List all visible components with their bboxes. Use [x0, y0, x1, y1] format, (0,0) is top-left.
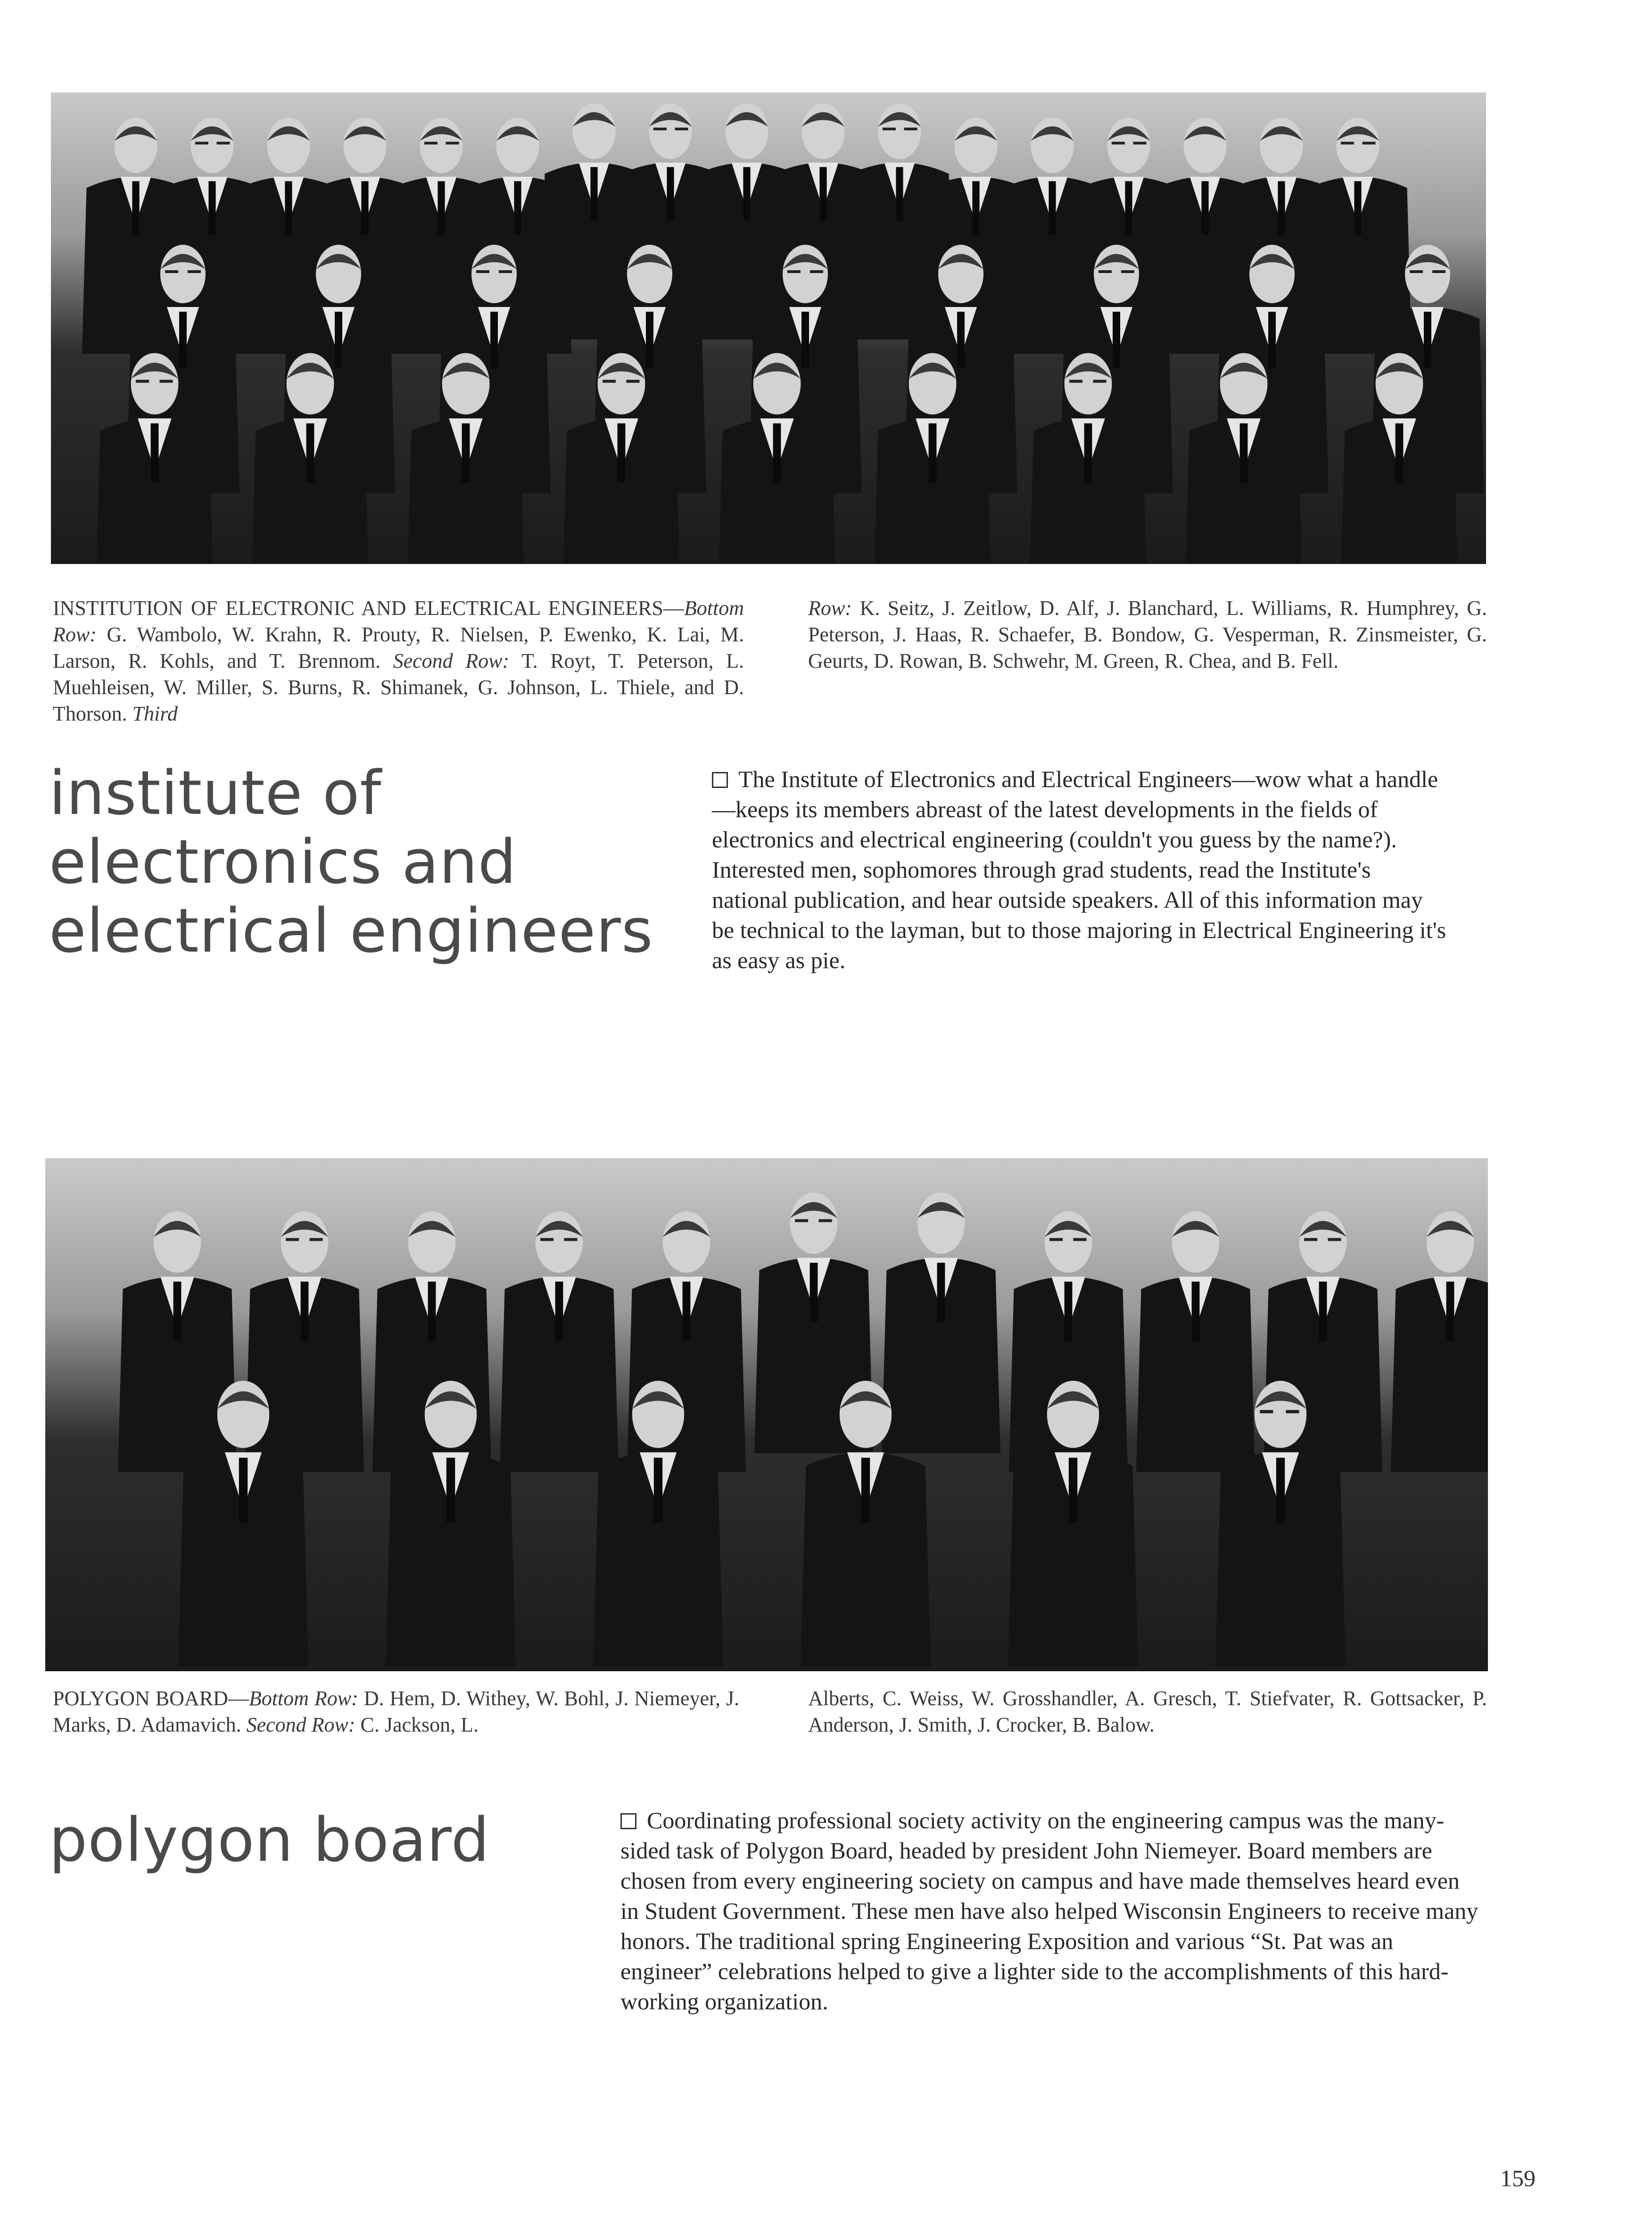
ieee-body-text: The Institute of Electronics and Electrical Engineers—wow what a handle—keeps its members abreast of the latest developments in the fields of electronics and electrical engineering (couldn't you guess by the name?). Interested men, sophomores through grad students, read the Institute's national publication, and hear outside speakers. All of this information may be technical to the layman, but to those majoring in Electrical Engineering it's as easy as pie. [712, 766, 1446, 973]
person-silhouette [1391, 1211, 1488, 1472]
ieee-heading-line-1: institute of [49, 758, 382, 829]
bullet-box-icon [712, 772, 728, 788]
person-silhouette [500, 1211, 619, 1472]
polygon-group-photo [45, 1158, 1488, 1671]
person-silhouette [1136, 1211, 1255, 1472]
ieee-photo-caption-right: Row: K. Seitz, J. Zeitlow, D. Alf, J. Blanchard, L. Williams, R. Humphrey, G. Peterson, J. Haas, R. Schaefer, B. Bondow, G. Vesperman, R. Zinsmeister, G. Geurts, D. Rowan, B. Schwehr, M. Green, R. Chea, and B. Fell. [808, 597, 1487, 672]
ieee-section-heading [49, 759, 662, 966]
person-silhouette [118, 1211, 237, 1472]
polygon-body-text: Coordinating professional society activity on the engineering campus was the many-sided task of Polygon Board, headed by president John Niemeyer. Board members are chosen from every engineering society on campus and have made themselves heard even in Student Government. These men have also helped Wisconsin Engineers to receive many honors. The traditional spring Engineering Exposition and various “St. Pat was an engineer” celebrations helped to give a lighter side to the accomplishments of this hard-working organization. [620, 1807, 1479, 2015]
polygon-photo-caption-left: POLYGON BOARD—Bottom Row: D. Hem, D. Withey, W. Bohl, J. Niemeyer, J. Marks, D. Adamavich. Second Row: C. Jackson, L. [53, 1687, 740, 1736]
ieee-heading-line-3: electrical engineers [49, 896, 653, 966]
ieee-photo-caption-left: INSTITUTION OF ELECTRONIC AND ELECTRICAL ENGINEERS—Bottom Row: G. Wambolo, W. Krahn, R. Prouty, R. Nielsen, P. Ewenko, K. Lai, M. Larson, R. Kohls, and T. Brennom. Second Row: T. Royt, T. Peterson, L. Muehleisen, W. Miller, S. Burns, R. Shimanek, G. Johnson, L. Thiele, and D. Thorson. Third [53, 597, 744, 725]
page-number: 159 [1500, 2165, 1536, 2191]
ieee-heading-line-2: electronics and [49, 827, 517, 897]
polygon-heading-line-1: polygon board [49, 1805, 490, 1875]
bullet-box-icon [620, 1813, 636, 1829]
polygon-photo-caption-right: Alberts, C. Weiss, W. Grosshandler, A. Gresch, T. Stiefvater, R. Gottsacker, P. Anderson, J. Smith, J. Crocker, B. Balow. [808, 1687, 1487, 1736]
ieee-group-photo [51, 92, 1486, 564]
person-silhouette [882, 1193, 1000, 1453]
polygon-section-heading [49, 1806, 615, 1875]
